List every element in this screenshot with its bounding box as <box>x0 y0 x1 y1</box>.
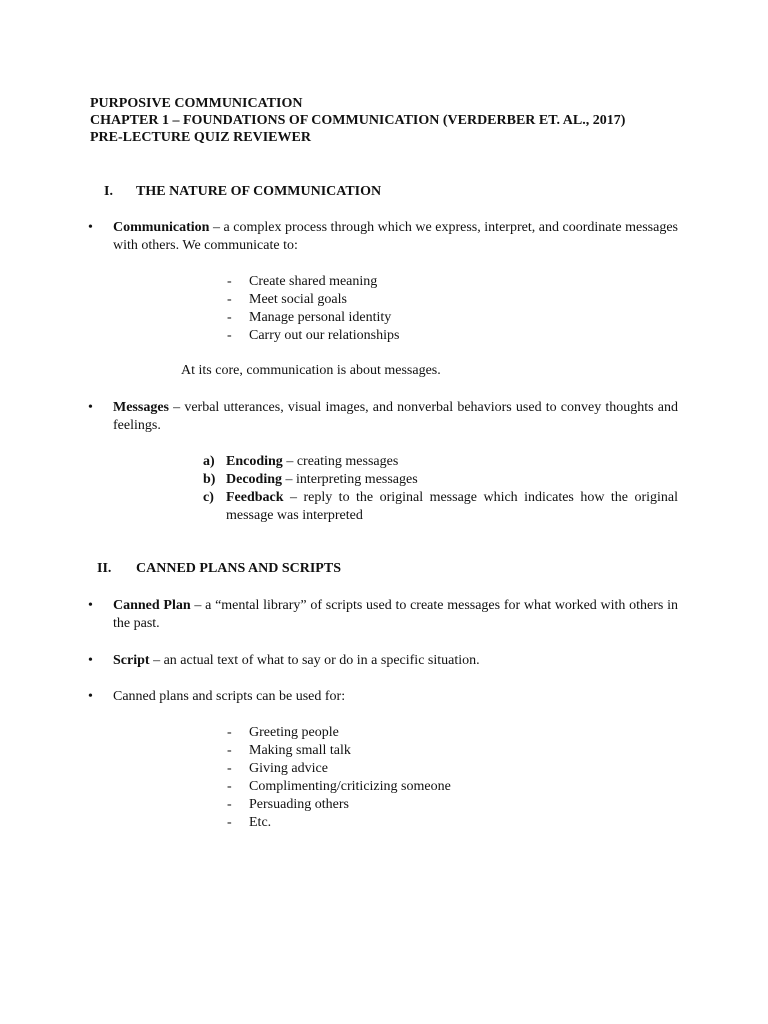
list-item: - Greeting people <box>227 725 339 740</box>
document-header <box>90 95 625 146</box>
communication-purposes-list <box>227 273 399 345</box>
section-2-title: CANNED PLANS AND SCRIPTS <box>136 561 341 576</box>
list-item: - Making small talk <box>227 743 351 758</box>
canned-plan-definition: – a “mental library” of scripts used to create messages for what worked with others in the past. <box>113 598 678 631</box>
list-item: - Meet social goals <box>227 292 347 307</box>
canned-plan-term: Canned Plan <box>113 598 191 613</box>
list-item: - Giving advice <box>227 761 328 776</box>
messages-bullet <box>88 399 678 435</box>
section-2-number: II. <box>97 561 112 576</box>
list-item: - Manage personal identity <box>227 310 392 325</box>
communication-definition: – a complex process through which we express, interpret, and coordinate messages with others. We communicate to: <box>113 220 678 253</box>
bullet-glyph: • <box>88 689 93 704</box>
script-bullet <box>88 652 678 670</box>
communication-bullet <box>88 219 678 255</box>
uses-intro: Canned plans and scripts can be used for: <box>113 689 346 704</box>
list-item: - Carry out our relationships <box>227 328 400 343</box>
uses-intro-bullet <box>88 688 678 706</box>
uses-list <box>227 724 451 832</box>
section-1-heading <box>104 183 381 200</box>
section-1-title: THE NATURE OF COMMUNICATION <box>136 184 382 199</box>
list-item: b) Decoding – interpreting messages <box>203 472 418 487</box>
bullet-glyph: • <box>88 400 93 415</box>
bullet-glyph: • <box>88 220 93 235</box>
list-item: a) Encoding – creating messages <box>203 454 399 469</box>
list-item: - Persuading others <box>227 797 349 812</box>
canned-plan-bullet <box>88 597 678 633</box>
section-2-heading <box>97 560 341 577</box>
list-item: c) Feedback – reply to the original message which indicates how the original message was interpreted <box>203 490 678 523</box>
core-note: At its core, communication is about messages. <box>181 363 441 378</box>
communication-term: Communication <box>113 220 210 235</box>
script-definition: – an actual text of what to say or do in a specific situation. <box>149 653 480 668</box>
list-item: - Complimenting/criticizing someone <box>227 779 451 794</box>
messages-term: Messages <box>113 400 169 415</box>
messages-definition: – verbal utterances, visual images, and nonverbal behaviors used to convey thoughts and feelings. <box>113 400 678 433</box>
bullet-glyph: • <box>88 598 93 613</box>
list-item: - Etc. <box>227 815 272 830</box>
message-parts-list <box>203 453 678 525</box>
script-term: Script <box>113 653 150 668</box>
course-title: PURPOSIVE COMMUNICATION <box>90 96 303 111</box>
reviewer-title: PRE-LECTURE QUIZ REVIEWER <box>90 130 311 145</box>
section-1-number: I. <box>104 184 113 199</box>
bullet-glyph: • <box>88 653 93 668</box>
list-item: - Create shared meaning <box>227 274 378 289</box>
chapter-title: CHAPTER 1 – FOUNDATIONS OF COMMUNICATION (VERDERBER ET. AL., 2017) <box>90 113 626 128</box>
